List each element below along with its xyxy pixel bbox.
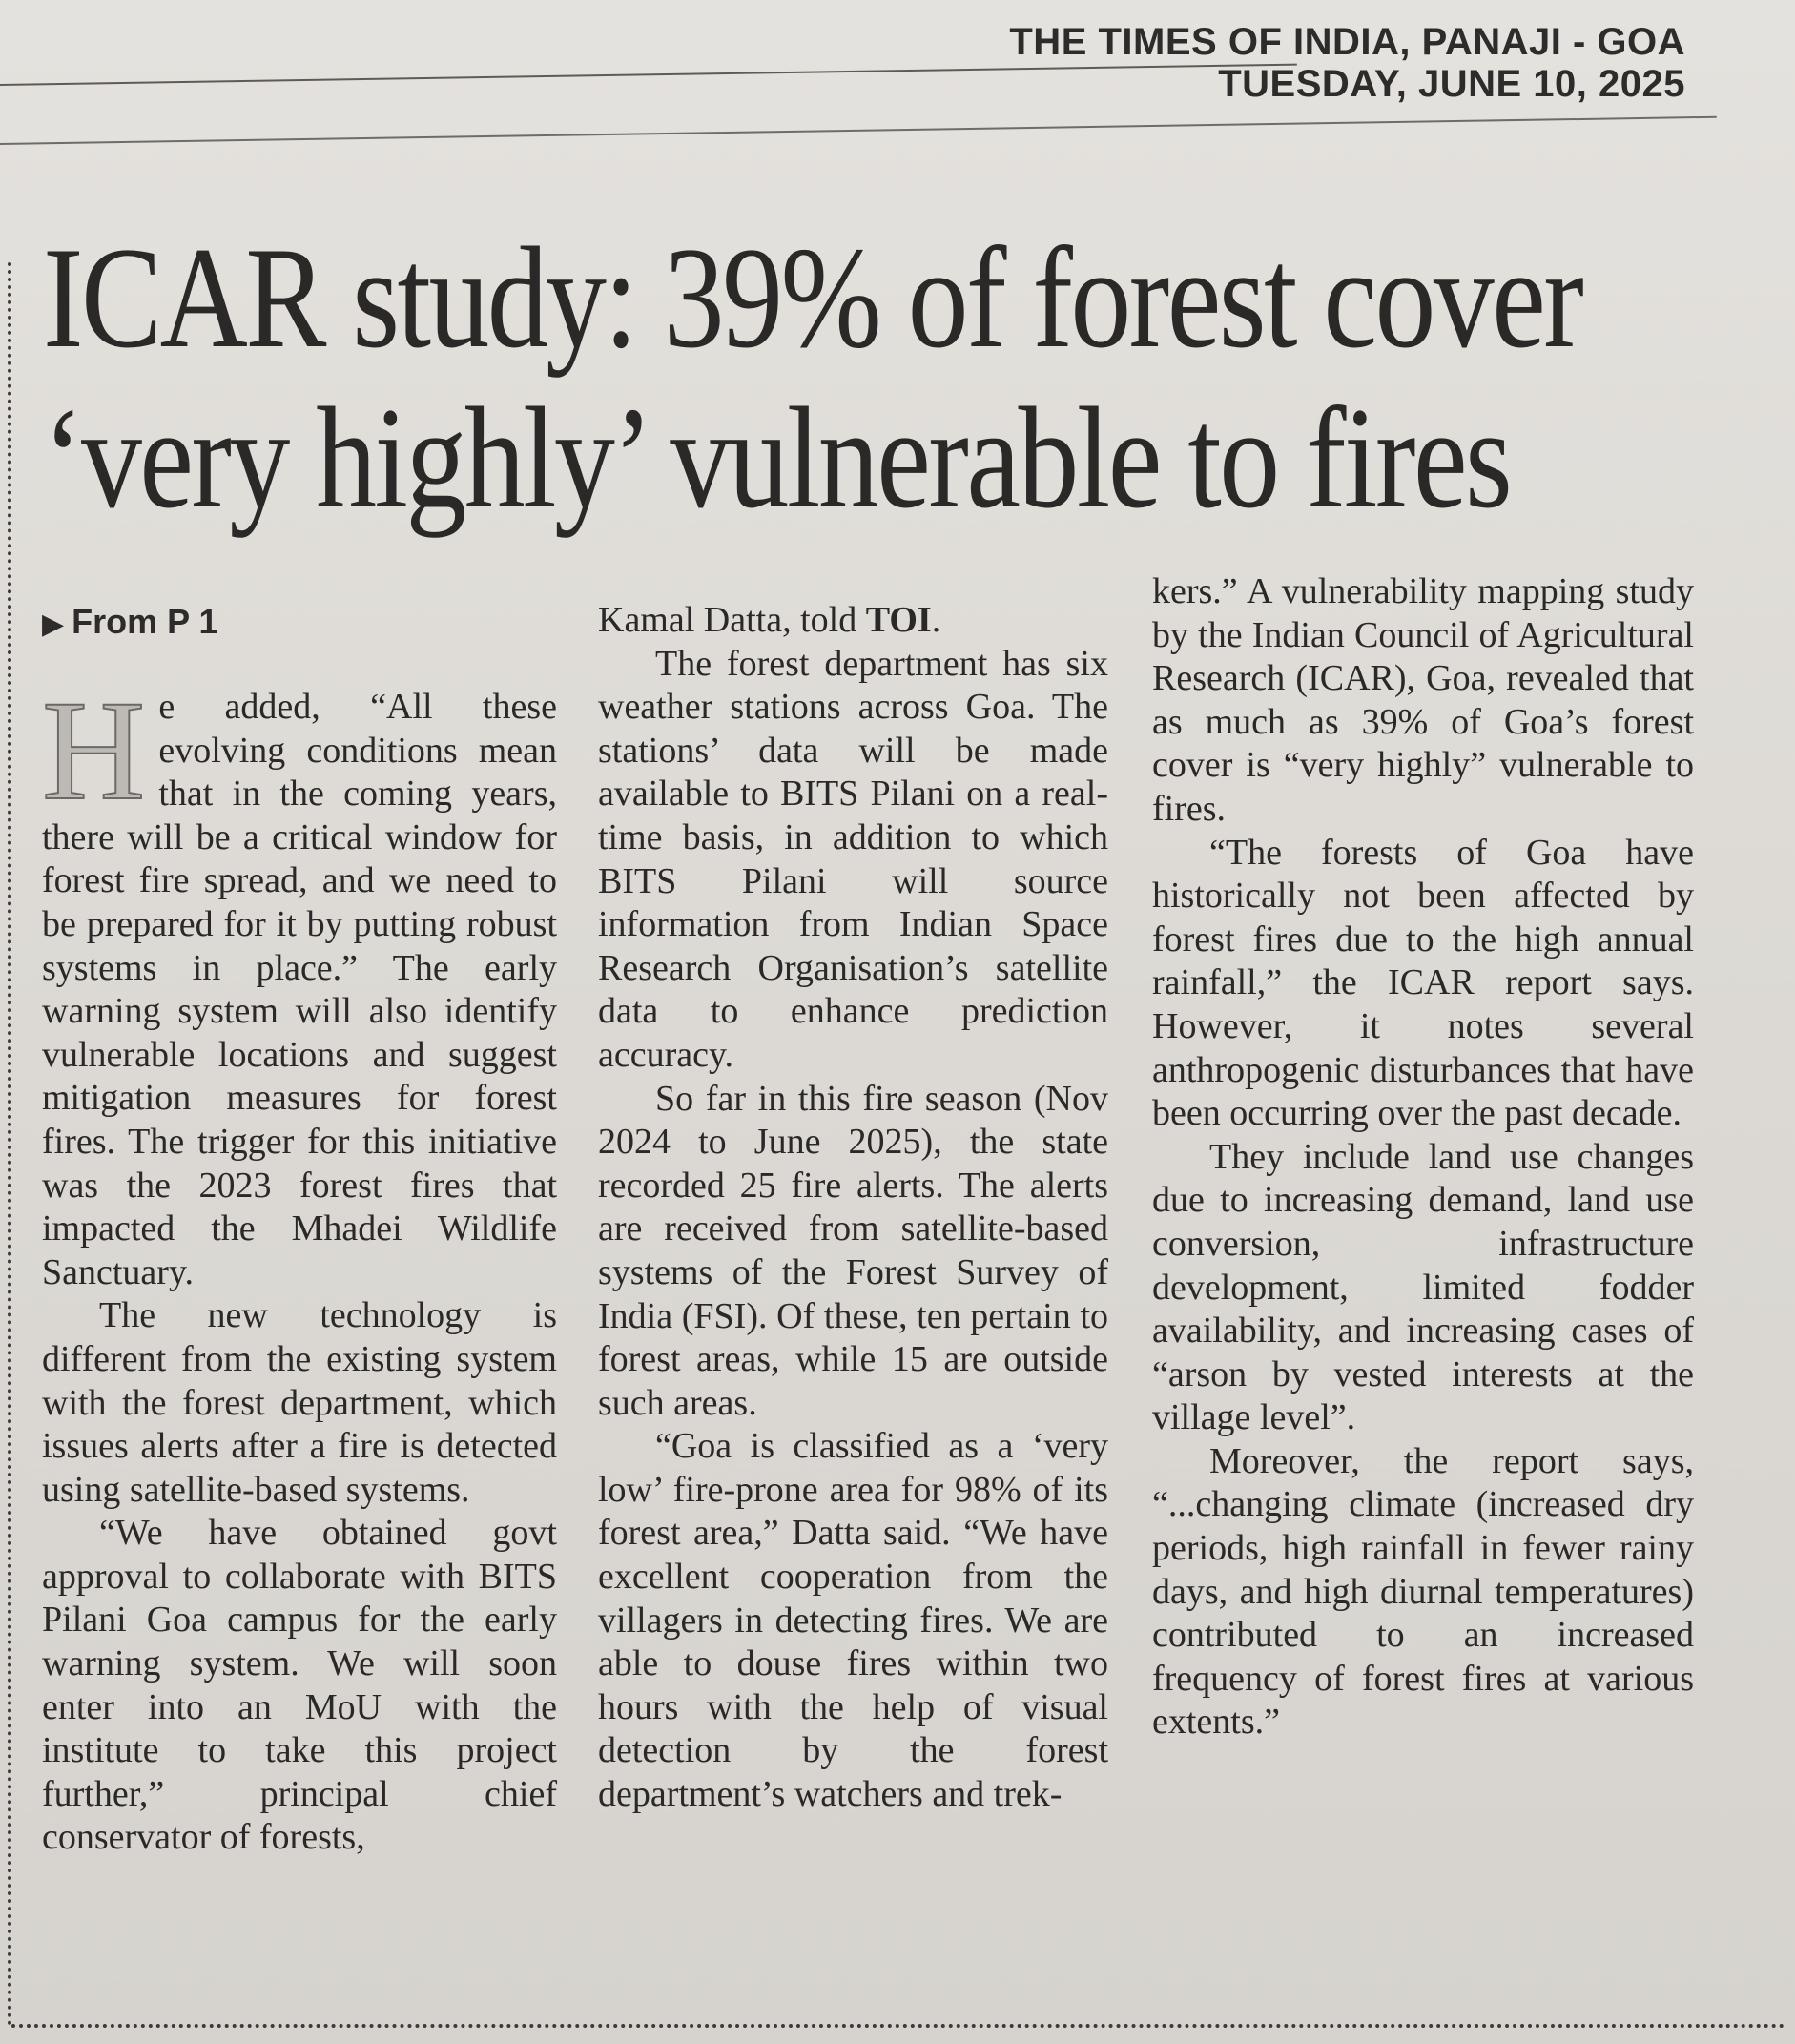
masthead-date: TUESDAY, JUNE 10, 2025 — [1218, 63, 1685, 105]
jump-marker — [42, 601, 557, 646]
play-arrow-icon: ▶ — [42, 609, 65, 640]
drop-cap: H — [42, 671, 146, 830]
paragraph — [42, 671, 557, 1294]
paragraph-text: . — [931, 600, 941, 640]
paragraph: The new technology is different from the existing system with the forest department, which issues alerts after a fire is detected using satellite-based systems. — [42, 1295, 557, 1510]
paragraph: The forest department has six weather stations across Goa. The stations’ data will be made available to BITS Pilani on a real-time basis, in addition to which BITS Pilani will source information from Indian Space Research Organisation’s satellite data to enhance prediction accuracy. — [598, 643, 1108, 1075]
jump-marker-label: From P 1 — [72, 602, 218, 641]
paragraph: Moreover, the report says, “...changing climate (increased dry periods, high rainfall in fewer rainy days, and high diurnal temperatures) contributed to an increased frequency of forest fires at various extents.” — [1152, 1440, 1694, 1743]
paragraph: So far in this fire season (Nov 2024 to June 2025), the state recorded 25 fire alerts. The alerts are received from satellite-based systems of the Forest Survey of India (FSI). Of these, ten pertain to forest areas, while 15 are outside such areas. — [598, 1078, 1108, 1423]
paragraph — [598, 599, 1108, 643]
section-rule — [0, 116, 1717, 145]
paragraph: “Goa is classified as a ‘very low’ fire-prone area for 98% of its forest area,” Datta said. “We have excellent cooperation from the villagers in detecting fires. We are able to douse fires within two hours with the help of visual detection by the forest department’s watchers and trek- — [598, 1426, 1108, 1815]
article-column-2 — [598, 599, 1108, 1817]
paragraph: “The forests of Goa have historically not been affected by forest fires due to the high annual rainfall,” the ICAR report says. However, it notes several anthropogenic disturbances that have been occurring over the past decade. — [1152, 832, 1694, 1134]
paragraph: They include land use changes due to increasing demand, land use conversion, infrastructure development, limited fodder availability, and increasing cases of “arson by vested interests at the village level”. — [1152, 1136, 1694, 1438]
paragraph: “We have obtained govt approval to collaborate with BITS Pilani Goa campus for the early warning system. We will soon enter into an MoU with the institute to take this project further,” principal chief conservator of forests, — [42, 1513, 557, 1858]
masthead-dateline — [1009, 21, 1685, 105]
paragraph-text: e added, “All these evolving conditions mean that in the coming years, there will be a critical window for forest fire spread, and we need to be prepared for it by putting robust systems in place.” The early warning system will also identify vulnerable locations and suggest mitigation measures for forest fires. The trigger for this initiative was the 2023 forest fires that impacted the Mhadei Wildlife Sanctuary. — [42, 687, 557, 1292]
paragraph-text: Kamal Datta, told — [598, 600, 866, 640]
publication-abbrev: TOI — [865, 600, 932, 640]
bottom-dotted-border — [11, 2024, 1785, 2028]
article-column-3 — [1152, 570, 1694, 1745]
headline-line-1: ICAR study: 39% of forest cover — [43, 217, 1582, 378]
masthead-publication: THE TIMES OF INDIA, PANAJI - GOA — [1009, 21, 1685, 63]
article-headline — [43, 217, 1582, 538]
paragraph: kers.” A vulnerability mapping study by the Indian Council of Agricultural Research (ICAR), Goa, revealed that as much as 39% of Goa’s forest cover is “very highly” vulnerable to fires. — [1152, 571, 1694, 829]
headline-line-2: ‘very highly’ vulnerable to fires — [43, 378, 1511, 538]
left-dotted-border — [8, 262, 11, 2027]
article-column-1 — [42, 601, 557, 1860]
